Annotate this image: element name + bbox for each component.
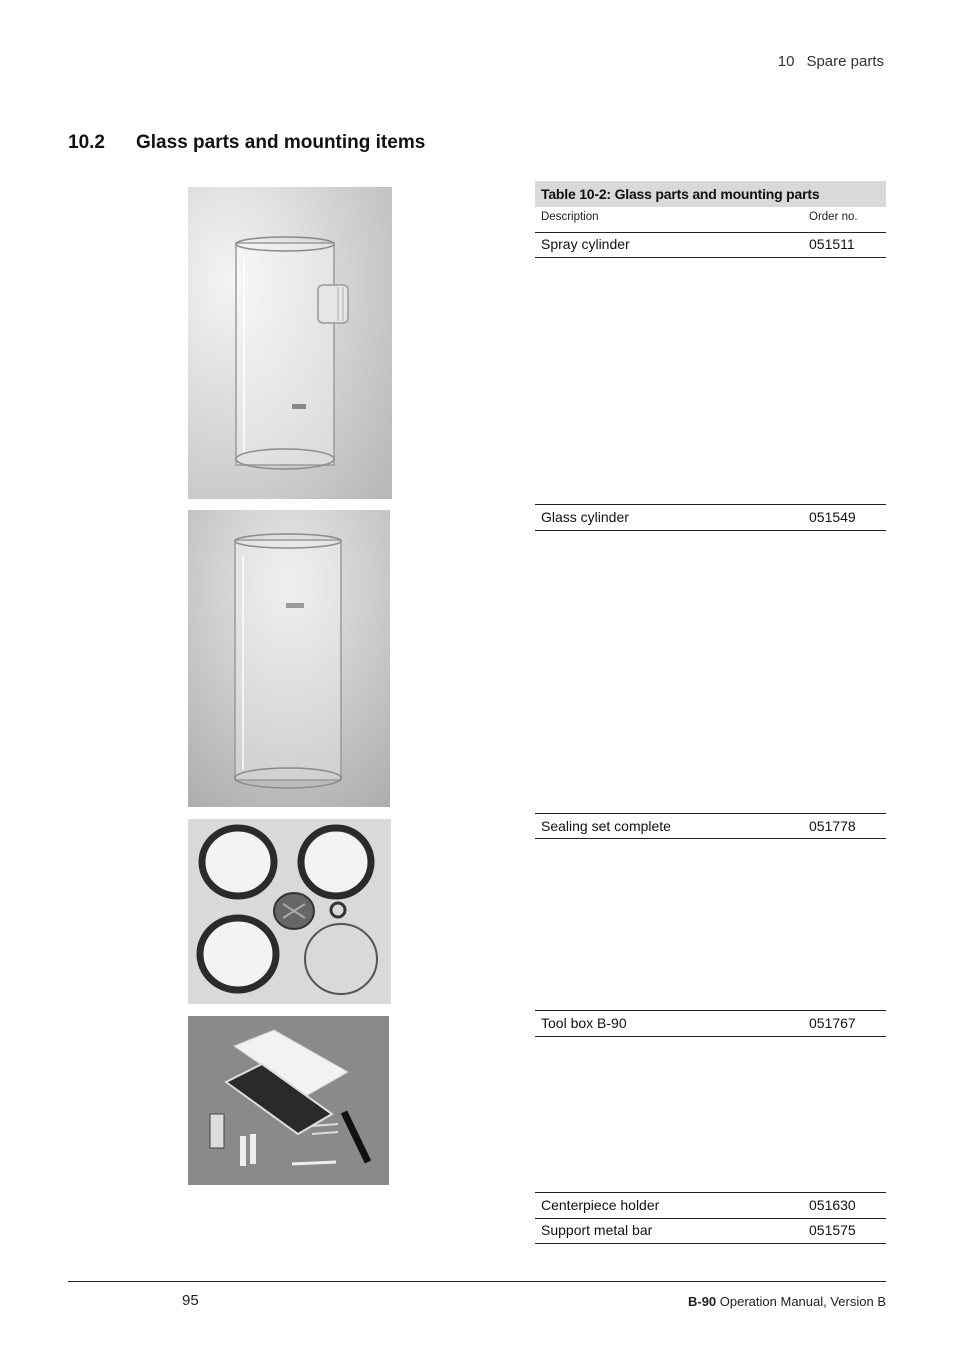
column-header-description: Description bbox=[541, 211, 599, 223]
row-description: Tool box B-90 bbox=[541, 1015, 627, 1031]
chapter-title: Spare parts bbox=[806, 53, 884, 70]
footer-manual: Operation Manual, Version B bbox=[716, 1294, 886, 1309]
row-order-no: 051767 bbox=[809, 1015, 856, 1031]
row-description: Centerpiece holder bbox=[541, 1197, 660, 1213]
row-order-no: 051511 bbox=[809, 236, 855, 252]
spray-cylinder-photo bbox=[188, 187, 392, 499]
row-description: Glass cylinder bbox=[541, 509, 629, 525]
column-header-order-no: Order no. bbox=[809, 211, 858, 223]
chapter-number: 10 bbox=[777, 53, 795, 70]
row-divider bbox=[535, 813, 886, 814]
glass-cylinder-photo bbox=[188, 510, 390, 807]
table-header-row bbox=[535, 207, 886, 233]
row-divider bbox=[535, 504, 886, 505]
row-divider bbox=[535, 1192, 886, 1193]
row-order-no: 051778 bbox=[809, 818, 856, 834]
table-caption: Table 10-2: Glass parts and mounting parts bbox=[535, 181, 886, 207]
footer-rule bbox=[68, 1281, 886, 1282]
row-description: Spray cylinder bbox=[541, 236, 630, 252]
row-order-no: 051549 bbox=[809, 509, 856, 525]
footer-product: B-90 bbox=[687, 1294, 717, 1309]
row-divider bbox=[535, 257, 886, 258]
section-number: 10.2 bbox=[68, 132, 105, 153]
row-divider bbox=[535, 1010, 886, 1011]
section-heading bbox=[68, 132, 425, 154]
footer-manual-title bbox=[688, 1294, 886, 1309]
row-divider bbox=[535, 838, 886, 839]
row-order-no: 051575 bbox=[809, 1222, 856, 1238]
row-divider bbox=[535, 1243, 886, 1244]
row-description: Sealing set complete bbox=[541, 818, 671, 834]
sealing-set-photo bbox=[188, 819, 391, 1004]
row-description: Support metal bar bbox=[541, 1222, 653, 1238]
tool-box-photo bbox=[188, 1016, 389, 1185]
running-header bbox=[778, 53, 884, 70]
row-divider bbox=[535, 1218, 886, 1219]
row-divider bbox=[535, 1036, 886, 1037]
page-number: 95 bbox=[182, 1292, 199, 1309]
row-order-no: 051630 bbox=[809, 1197, 856, 1213]
row-divider bbox=[535, 530, 886, 531]
section-title: Glass parts and mounting items bbox=[136, 132, 426, 153]
